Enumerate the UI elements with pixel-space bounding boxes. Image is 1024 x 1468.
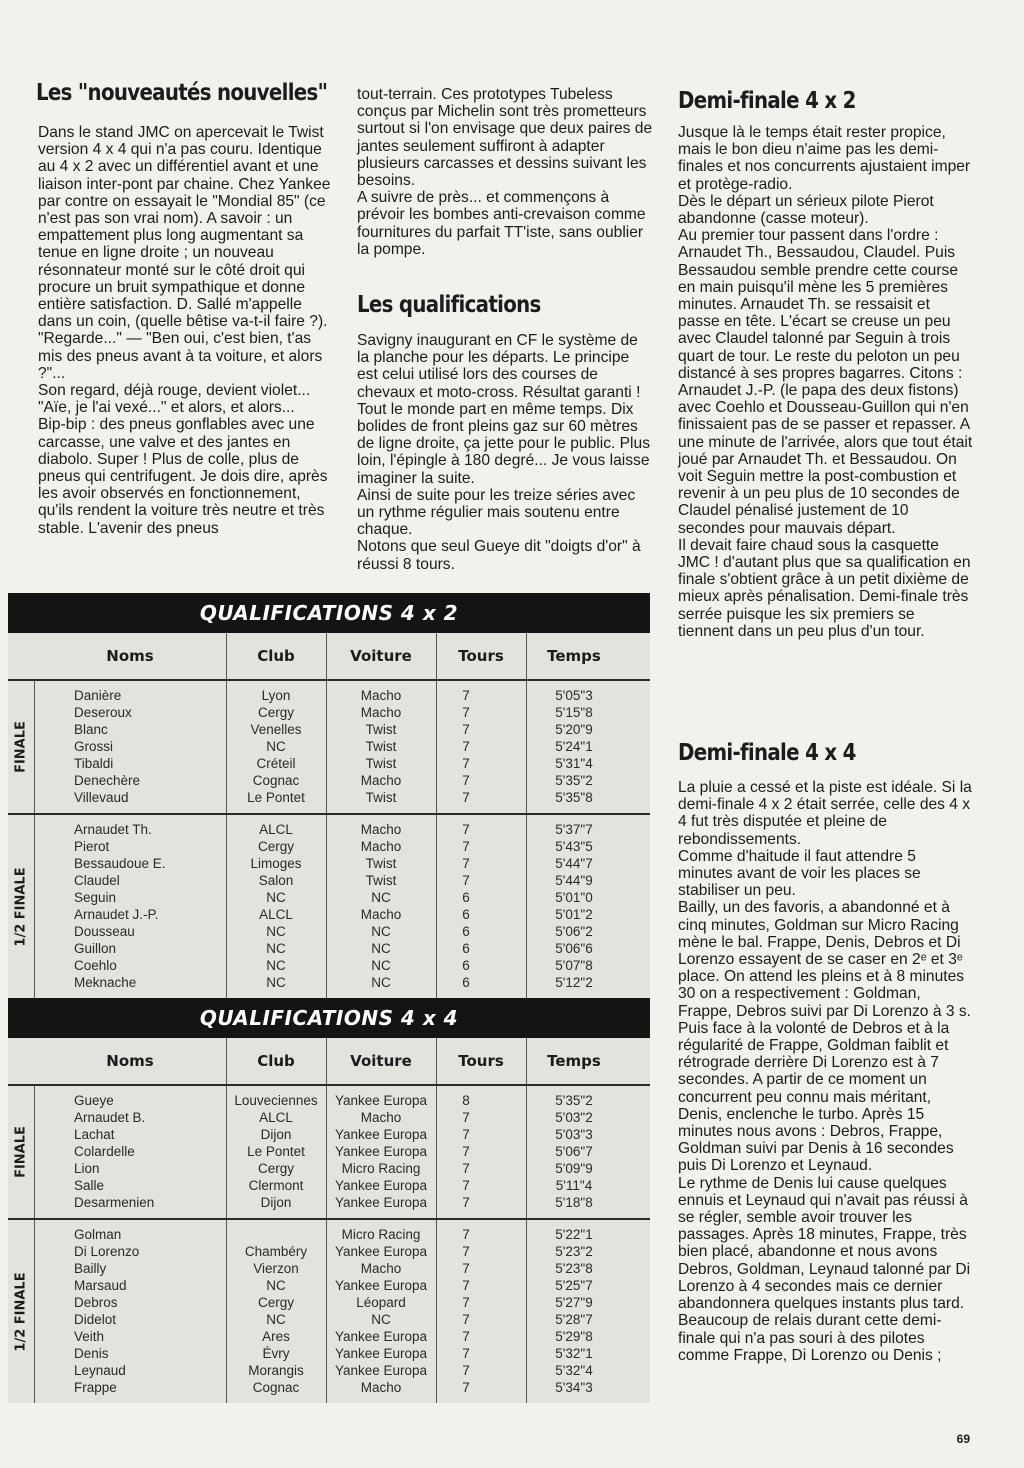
demi-finale-4x2-text: Jusque là le temps était rester propice, mais le bon dieu n'aime pas les demi-finales et nos concurrents ajustaient imper et protège-radio. Dès le départ un sérieux pilote Pierot abandonne (casse moteur). Au premier tour passent dans l'ordre : Arnaudet Th., Bessaudou, Claudel. Puis Bessaudou semble prendre cette course en main puisqu'il mène les 5 premières minutes. Arnaudet Th. se ressaisit et passe en tête. L'écart se creuse un peu avec Claudel talonné par Seguin à trois quart de tour. Le reste du peloton un peu distancé à ses propres bagarres. Citons : Arnaudet J.-P. (le papa des deux fistons) avec Coehlo et Dousseau-Guillon qui n'en finissaient pas de se passer et repasser. A une minute de l'arrivée, alors que tout était joué par Arnaudet Th. et Bessaudou. On voit Seguin mettre la post-combustion et revenir à un peu plus de 10 secondes de Claudel pénalisé justement de 10 secondes pour mauvais départ. Il devait faire chaud sous la casquette JMC ! d'autant plus que sa qualification en finale s'obtient grâce à un petit dixième de mieux après pénalisation. Demi-finale très serrée puisque les six premiers se tiennent dans un peu plus d'un tour.	[678, 124, 973, 640]
header-noms: Noms	[106, 1052, 154, 1070]
cell-temps: 5'09"9	[555, 1161, 593, 1176]
cell-tours: 7	[462, 1295, 470, 1310]
cell-temps: 5'27"9	[555, 1295, 593, 1310]
cell-tours: 7	[462, 705, 470, 720]
cell-club: Morangis	[248, 1363, 304, 1378]
group-label: FINALE	[13, 1126, 29, 1178]
table-row	[8, 873, 650, 890]
table-row	[8, 1295, 650, 1312]
cell-nom: Bessaudoue E.	[74, 856, 166, 871]
table-row	[8, 941, 650, 958]
table-row	[8, 1346, 650, 1363]
cell-club: ALCL	[259, 907, 293, 922]
table-row	[8, 756, 650, 773]
cell-temps: 5'28"7	[555, 1312, 593, 1327]
table-row	[8, 1278, 650, 1295]
qualifications-column	[357, 332, 654, 573]
cell-club: Louveciennes	[234, 1093, 318, 1108]
cell-tours: 7	[462, 790, 470, 805]
cell-temps: 5'22"1	[555, 1227, 593, 1242]
cell-nom: Guillon	[74, 941, 117, 956]
cell-temps: 5'06"2	[555, 924, 593, 939]
cell-temps: 5'18"8	[555, 1195, 593, 1210]
table-row	[8, 856, 650, 873]
cell-nom: Bailly	[74, 1261, 107, 1276]
cell-voiture: Macho	[360, 688, 402, 703]
cell-voiture: NC	[371, 941, 391, 956]
cell-voiture: Yankee Europa	[334, 1346, 428, 1361]
cell-temps: 5'12"2	[555, 975, 593, 990]
cell-club: Le Pontet	[247, 790, 305, 805]
cell-tours: 7	[462, 1346, 470, 1361]
cell-tours: 7	[462, 1178, 470, 1193]
cell-temps: 5'24"1	[555, 739, 593, 754]
table-title: QUALIFICATIONS 4 x 2	[8, 593, 650, 633]
cell-voiture: Macho	[360, 773, 402, 788]
cell-tours: 6	[462, 975, 470, 990]
table-row	[8, 1244, 650, 1261]
cell-temps: 5'43"5	[555, 839, 593, 854]
cell-tours: 7	[462, 1144, 470, 1159]
cell-voiture: NC	[371, 924, 391, 939]
cell-temps: 5'23"8	[555, 1261, 593, 1276]
table-row	[8, 1227, 650, 1244]
table-row	[8, 1161, 650, 1178]
cell-club: Dijon	[260, 1127, 292, 1142]
group-demi-finale	[8, 1220, 650, 1403]
cell-voiture: Twist	[365, 756, 397, 771]
cell-nom: Coehlo	[74, 958, 117, 973]
group-label: 1/2 FINALE	[13, 866, 29, 947]
cell-nom: Blanc	[74, 722, 108, 737]
cell-nom: Deseroux	[74, 705, 132, 720]
cell-voiture: Macho	[360, 822, 402, 837]
table-row	[8, 688, 650, 705]
cell-tours: 7	[462, 1312, 470, 1327]
cell-tours: 7	[462, 1244, 470, 1259]
cell-temps: 5'03"2	[555, 1110, 593, 1125]
cell-temps: 5'05"3	[555, 688, 593, 703]
header-voiture: Voiture	[350, 647, 412, 665]
article-column-1	[38, 124, 334, 537]
cell-temps: 5'03"3	[555, 1127, 593, 1142]
cell-club: NC	[266, 1278, 286, 1293]
cell-tours: 7	[462, 1278, 470, 1293]
cell-tours: 7	[462, 1161, 470, 1176]
cell-temps: 5'25"7	[555, 1278, 593, 1293]
nouveautes-text: Dans le stand JMC on apercevait le Twist version 4 x 4 qui n'a pas couru. Identique au 4 x 2 avec un différentiel avant et une liaison inter-pont par chaine. Chez Yankee par contre on essayait le "Mondial 85" (ce n'est pas son vrai nom). A savoir : un empattement plus long augmentant sa tenue en ligne droite ; un nouveau résonnateur monté sur le côté droit qui procure un bruit sympathique et donne entière satisfaction. D. Sallé m'appelle dans un coin, (quelle bêtise va-t-il faire ?). "Regarde..." — "Ben oui, c'est bien, t'as mis des pneus avant à ta voiture, et alors ?"... Son regard, déjà rouge, devient violet... "Aïe, je l'ai vexé..." et alors, et alors... Bip-bip : des pneus gonflables avec une carcasse, une valve et des jantes en diabolo. Super ! Plus de colle, plus de pneus qui centrifugent. Je dois dire, après les avoir observés en fonctionnement, qu'ils rendent la voiture très neutre et très stable. L'avenir des pneus	[38, 124, 331, 537]
cell-nom: Salle	[74, 1178, 105, 1193]
cell-temps: 5'44"7	[555, 856, 593, 871]
cell-tours: 7	[462, 1227, 470, 1242]
cell-voiture: Twist	[365, 739, 397, 754]
cell-tours: 6	[462, 907, 470, 922]
cell-tours: 7	[462, 688, 470, 703]
cell-nom: Debros	[74, 1295, 118, 1310]
cell-temps: 5'23"2	[555, 1244, 593, 1259]
table-header	[8, 1038, 650, 1086]
cell-club: Créteil	[256, 756, 296, 771]
qualifications-text: Savigny inaugurant en CF le système de la planche pour les départs. Le principe est celui utilisé lors des courses de chevaux et moto-cross. Résultat garanti ! Tout le monde part en même temps. Dix bolides de front pleins gaz sur 60 mètres de ligne droite, ça jette pour le public. Plus loin, l'épingle à 180 degré... Je vous laisse imaginer la suite. Ainsi de suite pour les treize séries avec un rythme régulier mais soutenu entre chaque. Notons que seul Gueye dit "doigts d'or" à réussi 8 tours.	[357, 332, 650, 573]
table-row	[8, 1312, 650, 1329]
header-club: Club	[257, 1052, 295, 1070]
cell-tours: 6	[462, 890, 470, 905]
cell-temps: 5'20"9	[555, 722, 593, 737]
table-row	[8, 822, 650, 839]
group-label: 1/2 FINALE	[13, 1271, 29, 1352]
cell-tours: 6	[462, 958, 470, 973]
cell-club: ALCL	[259, 1110, 293, 1125]
header-noms: Noms	[106, 647, 154, 665]
cell-nom: Villevaud	[74, 790, 129, 805]
cell-temps: 5'35"2	[555, 773, 593, 788]
cell-voiture: Yankee Europa	[334, 1178, 428, 1193]
cell-tours: 7	[462, 739, 470, 754]
cell-tours: 7	[462, 756, 470, 771]
header-club: Club	[257, 647, 295, 665]
table-row	[8, 1363, 650, 1380]
cell-nom: Gueye	[74, 1093, 114, 1108]
cell-nom: Desarmenien	[74, 1195, 155, 1210]
cell-nom: Arnaudet Th.	[74, 822, 152, 837]
cell-temps: 5'01"2	[555, 907, 593, 922]
header-voiture: Voiture	[350, 1052, 412, 1070]
table-row	[8, 907, 650, 924]
cell-voiture: Micro Racing	[341, 1227, 421, 1242]
cell-club: Dijon	[260, 1195, 292, 1210]
cell-club: ALCL	[259, 822, 293, 837]
cell-nom: Pierot	[74, 839, 110, 854]
cell-voiture: NC	[371, 975, 391, 990]
cell-voiture: Micro Racing	[341, 1161, 421, 1176]
article-column-2	[357, 86, 654, 258]
cell-nom: Denechère	[74, 773, 141, 788]
cell-nom: Marsaud	[74, 1278, 127, 1293]
cell-tours: 7	[462, 1110, 470, 1125]
heading-demi-finale-4x4: Demi-finale 4 x 4	[678, 740, 856, 766]
table-row	[8, 975, 650, 992]
table-row	[8, 773, 650, 790]
cell-nom: Dousseau	[74, 924, 135, 939]
cell-voiture: Macho	[360, 839, 402, 854]
cell-tours: 7	[462, 1195, 470, 1210]
cell-club: Clermont	[248, 1178, 304, 1193]
cell-club: Évry	[262, 1346, 290, 1361]
table-row	[8, 1195, 650, 1212]
cell-voiture: Yankee Europa	[334, 1093, 428, 1108]
cell-nom: Danière	[74, 688, 122, 703]
cell-tours: 8	[462, 1093, 470, 1108]
cell-temps: 5'35"2	[555, 1093, 593, 1108]
cell-temps: 5'31"4	[555, 756, 593, 771]
cell-tours: 7	[462, 1329, 470, 1344]
cell-voiture: Yankee Europa	[334, 1363, 428, 1378]
cell-club: Cergy	[257, 839, 294, 854]
cell-nom: Tibaldi	[74, 756, 114, 771]
cell-nom: Meknache	[74, 975, 137, 990]
table-row	[8, 839, 650, 856]
cell-temps: 5'37"7	[555, 822, 593, 837]
cell-club: Cognac	[252, 773, 300, 788]
cell-tours: 7	[462, 822, 470, 837]
cell-tours: 7	[462, 1127, 470, 1142]
cell-club: NC	[266, 924, 286, 939]
cell-temps: 5'01"0	[555, 890, 593, 905]
cell-club: Ares	[262, 1329, 290, 1344]
cell-temps: 5'11"4	[555, 1178, 593, 1193]
cell-voiture: Twist	[365, 856, 397, 871]
cell-voiture: Léopard	[356, 1295, 406, 1310]
cell-club: NC	[266, 890, 286, 905]
cell-temps: 5'15"8	[555, 705, 593, 720]
cell-temps: 5'29"8	[555, 1329, 593, 1344]
table-row	[8, 705, 650, 722]
table-row	[8, 1380, 650, 1397]
cell-temps: 5'32"4	[555, 1363, 593, 1378]
cell-nom: Lion	[74, 1161, 100, 1176]
cell-voiture: Macho	[360, 705, 402, 720]
table-row	[8, 1178, 650, 1195]
cell-tours: 7	[462, 1363, 470, 1378]
cell-voiture: Yankee Europa	[334, 1244, 428, 1259]
cell-nom: Claudel	[74, 873, 120, 888]
cell-tours: 7	[462, 839, 470, 854]
cell-temps: 5'35"8	[555, 790, 593, 805]
table-row	[8, 1329, 650, 1346]
cell-club: Cognac	[252, 1380, 300, 1395]
cell-club: Salon	[258, 873, 294, 888]
header-temps: Temps	[547, 1052, 601, 1070]
cell-voiture: Macho	[360, 1110, 402, 1125]
cell-voiture: NC	[371, 890, 391, 905]
cell-nom: Grossi	[74, 739, 114, 754]
cell-voiture: Macho	[360, 907, 402, 922]
cell-nom: Golman	[74, 1227, 122, 1242]
cell-voiture: Yankee Europa	[334, 1144, 428, 1159]
cell-voiture: Yankee Europa	[334, 1278, 428, 1293]
cell-nom: Arnaudet B.	[74, 1110, 146, 1125]
cell-nom: Di Lorenzo	[74, 1244, 140, 1259]
cell-temps: 5'06"7	[555, 1144, 593, 1159]
heading-demi-finale-4x2: Demi-finale 4 x 2	[678, 88, 856, 114]
cell-nom: Veith	[74, 1329, 105, 1344]
qualifications-4x4-table	[8, 998, 650, 1403]
table-row	[8, 1127, 650, 1144]
header-tours: Tours	[458, 647, 504, 665]
cell-club: NC	[266, 1312, 286, 1327]
cell-temps: 5'07"8	[555, 958, 593, 973]
demi-finale-4x4-column	[678, 779, 974, 1364]
cell-club: Vierzon	[253, 1261, 299, 1276]
table-row	[8, 958, 650, 975]
cell-voiture: Macho	[360, 1380, 402, 1395]
cell-nom: Frappe	[74, 1380, 117, 1395]
cell-tours: 7	[462, 873, 470, 888]
cell-tours: 6	[462, 924, 470, 939]
cell-temps: 5'32"1	[555, 1346, 593, 1361]
cell-club: Cergy	[257, 705, 294, 720]
cell-tours: 7	[462, 773, 470, 788]
cell-club: Limoges	[250, 856, 302, 871]
group-finale	[8, 1086, 650, 1220]
cell-voiture: Yankee Europa	[334, 1329, 428, 1344]
demi-finale-4x2-column	[678, 124, 974, 640]
cell-tours: 6	[462, 941, 470, 956]
table-row	[8, 722, 650, 739]
cell-club: Le Pontet	[247, 1144, 305, 1159]
header-temps: Temps	[547, 647, 601, 665]
cell-club: Cergy	[257, 1295, 294, 1310]
cell-club: NC	[266, 958, 286, 973]
table-row	[8, 1093, 650, 1110]
cell-club: NC	[266, 941, 286, 956]
cell-tours: 7	[462, 1261, 470, 1276]
demi-finale-4x4-text: La pluie a cessé et la piste est idéale. Si la demi-finale 4 x 2 était serrée, celle des 4 x 4 fut très disputée et pleine de rebondissements. Comme d'haitude il faut attendre 5 minutes avant de voir les places se stabiliser un peu. Bailly, un des favoris, a abandonné et à cinq minutes, Goldman sur Micro Racing mène le bal. Frappe, Denis, Debros et Di Lorenzo essayent de se caser en 2ᵉ et 3ᵉ place. On attend les pleins et à 8 minutes 30 on a respectivement : Goldman, Frappe, Debros suivi par Di Lorenzo à 3 s. Puis face à la volonté de Debros et à la régularité de Frappe, Goldman faiblit et rétrograde derrière Di Lorenzo est à 7 secondes. A partir de ce moment un concurrent peu connu mais méritant, Denis, enclenche le turbo. Après 15 minutes nous avons : Debros, Frappe, Goldman suivi par Denis à 16 secondes puis Di Lorenzo et Leynaud. Le rythme de Denis lui cause quelques ennuis et Leynaud qui n'avait pas réussi à se régler, semble avoir trouver les passages. Après 18 minutes, Frappe, très bien placé, abandonne et nous avons Debros, Goldman, Leynaud talonné par Di Lorenzo à 4 secondes mais ce dernier abandonnera quelques instants plus tard. Beaucoup de relais durant cette demi-finale qui n'a pas souri à des pilotes comme Frappe, Di Lorenzo ou Denis ;	[678, 779, 972, 1364]
header-tours: Tours	[458, 1052, 504, 1070]
cell-voiture: Twist	[365, 722, 397, 737]
table-row	[8, 1110, 650, 1127]
cell-tours: 7	[462, 722, 470, 737]
cell-voiture: Yankee Europa	[334, 1195, 428, 1210]
page-number: 69	[956, 1432, 970, 1446]
heading-qualifications: Les qualifications	[357, 292, 541, 318]
cell-nom: Leynaud	[74, 1363, 126, 1378]
cell-club: NC	[266, 739, 286, 754]
table-title: QUALIFICATIONS 4 x 4	[8, 998, 650, 1038]
cell-temps: 5'34"3	[555, 1380, 593, 1395]
group-label: FINALE	[13, 721, 29, 773]
table-row	[8, 890, 650, 907]
table-header	[8, 633, 650, 681]
qualifications-4x2-table	[8, 593, 650, 998]
cell-nom: Lachat	[74, 1127, 115, 1142]
cell-club: Venelles	[250, 722, 302, 737]
heading-nouveautes: Les "nouveautés nouvelles"	[36, 80, 328, 106]
cell-nom: Didelot	[74, 1312, 117, 1327]
cell-nom: Arnaudet J.-P.	[74, 907, 159, 922]
cell-nom: Colardelle	[74, 1144, 135, 1159]
nouveautes-text-cont: tout-terrain. Ces prototypes Tubeless conçus par Michelin sont très prometteurs surtout si l'on envisage que deux paires de jantes seulement suffiront à adapter plusieurs carcasses et dessins suivant les besoins. A suivre de près... et commençons à prévoir les bombes anti-crevaison comme fournitures du parfait TT'iste, sans oublier la pompe.	[357, 86, 653, 258]
cell-temps: 5'06"6	[555, 941, 593, 956]
table-row	[8, 1261, 650, 1278]
cell-nom: Seguin	[74, 890, 117, 905]
table-row	[8, 790, 650, 807]
cell-temps: 5'44"9	[555, 873, 593, 888]
cell-voiture: Macho	[360, 1261, 402, 1276]
table-row	[8, 924, 650, 941]
cell-voiture: NC	[371, 958, 391, 973]
table-row	[8, 739, 650, 756]
cell-club: Cergy	[257, 1161, 294, 1176]
cell-voiture: Yankee Europa	[334, 1127, 428, 1142]
cell-tours: 7	[462, 1380, 470, 1395]
cell-club: Lyon	[261, 688, 291, 703]
group-finale	[8, 681, 650, 815]
cell-club: NC	[266, 975, 286, 990]
cell-club: Chambéry	[244, 1244, 308, 1259]
group-demi-finale	[8, 815, 650, 998]
cell-tours: 7	[462, 856, 470, 871]
cell-voiture: Twist	[365, 790, 397, 805]
cell-voiture: Twist	[365, 873, 397, 888]
cell-nom: Denis	[74, 1346, 109, 1361]
table-row	[8, 1144, 650, 1161]
cell-voiture: NC	[371, 1312, 391, 1327]
